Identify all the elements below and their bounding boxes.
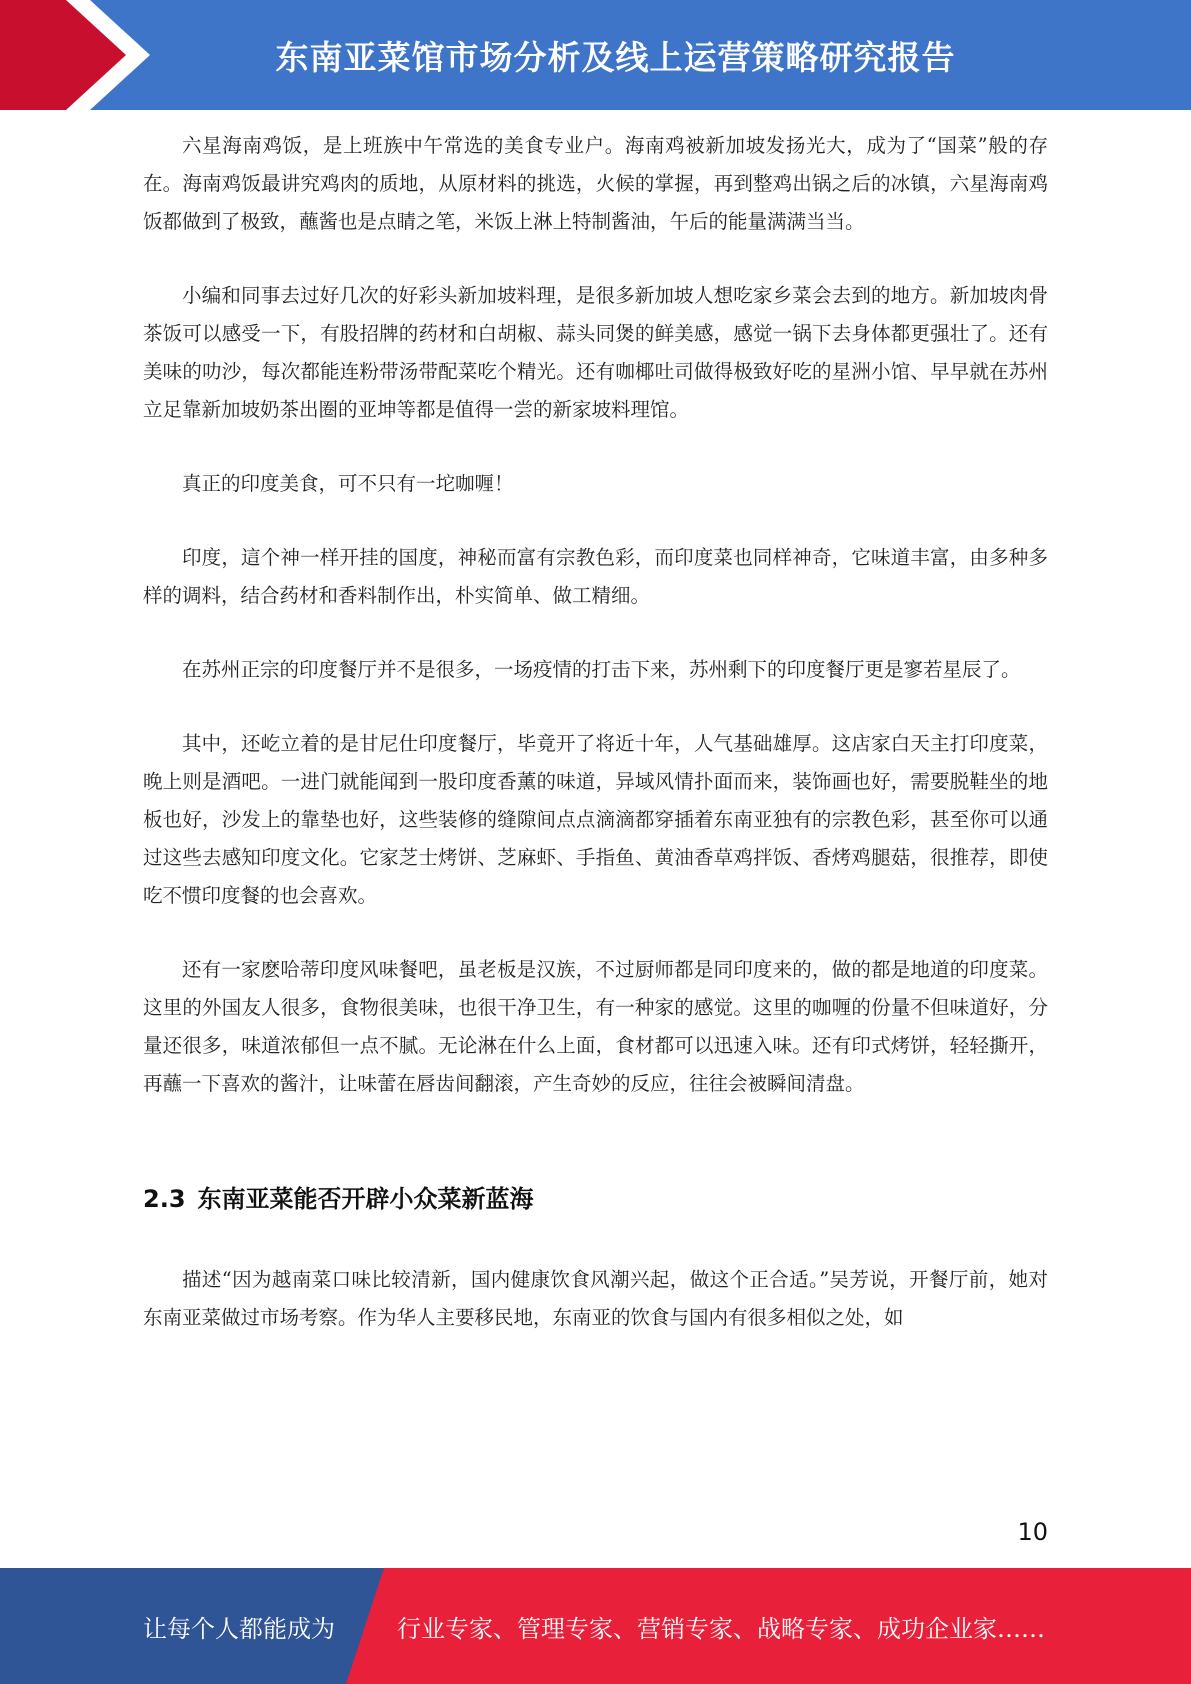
paragraph: 在苏州正宗的印度餐厅并不是很多，一场疫情的打击下来，苏州剩下的印度餐厅更是寥若星辰了。 — [182, 658, 1021, 681]
section-number: 2.3 — [143, 1185, 186, 1213]
footer-slogan-left: 让每个人都能成为 — [143, 1614, 335, 1643]
page-number: 10 — [1017, 1518, 1048, 1546]
footer-slogan-right: 行业专家、管理专家、营销专家、战略专家、成功企业家…… — [397, 1614, 1045, 1643]
paragraph: 印度，這个神一样开挂的国度，神秘而富有宗教色彩，而印度菜也同样神奇，它味道丰富，由多种多样的调料，结合药材和香料制作出，朴实简单、做工精细。 — [143, 546, 1048, 607]
paragraph: 小编和同事去过好几次的好彩头新加坡料理，是很多新加坡人想吃家乡菜会去到的地方。新加坡肉骨茶饭可以感受一下，有股招牌的药材和白胡椒、蒜头同煲的鲜美感，感觉一锅下去身体都更强壮了。还有美味的叻沙，每次都能连粉带汤带配菜吃个精光。还有咖椰吐司做得极致好吃的星洲小馆、早早就在苏州立足靠新加坡奶茶出圈的亚坤等都是值得一尝的新家坡料理馆。 — [143, 284, 1048, 421]
paragraph: 还有一家麽哈蒂印度风味餐吧，虽老板是汉族，不过厨师都是同印度来的，做的都是地道的印度菜。这里的外国友人很多，食物很美味，也很干净卫生，有一种家的感觉。这里的咖喱的份量不但味道好，分量还很多，味道浓郁但一点不腻。无论淋在什么上面，食材都可以迅速入味。还有印式烤饼，轻轻撕开，再蘸一下喜欢的酱汁，让味蕾在唇齿间翻滚，产生奇妙的反应，往往会被瞬间清盘。 — [143, 958, 1048, 1095]
document-body — [143, 127, 1048, 1373]
section-title: 东南亚菜能否开辟小众菜新蓝海 — [197, 1185, 534, 1213]
section-heading — [143, 1181, 1048, 1217]
document-title: 东南亚菜馆市场分析及线上运营策略研究报告 — [275, 37, 956, 77]
page-footer — [0, 1568, 1191, 1684]
paragraph: 真正的印度美食，可不只有一坨咖喱！ — [182, 472, 514, 495]
paragraph: 描述“因为越南菜口味比较清新，国内健康饮食风潮兴起，做这个正合适。”吴芳说，开餐厅前，她对东南亚菜做过市场考察。作为华人主要移民地，东南亚的饮食与国内有很多相似之处，如 — [143, 1268, 1048, 1329]
page-header — [0, 0, 1191, 110]
paragraph: 六星海南鸡饭，是上班族中午常选的美食专业户。海南鸡被新加坡发扬光大，成为了“国菜”般的存在。海南鸡饭最讲究鸡肉的质地，从原材料的挑选，火候的掌握，再到整鸡出锅之后的冰镇，六星海南鸡饭都做到了极致，蘸酱也是点睛之笔，米饭上淋上特制酱油，午后的能量满满当当。 — [143, 134, 1048, 233]
header-arrow-decoration — [0, 0, 160, 110]
paragraph: 其中，还屹立着的是甘尼仕印度餐厅，毕竟开了将近十年，人气基础雄厚。这店家白天主打印度菜，晚上则是酒吧。一进门就能闻到一股印度香薰的味道，异域风情扑面而来，装饰画也好，需要脱鞋坐的地板也好，沙发上的靠垫也好，这些装修的缝隙间点点滴滴都穿插着东南亚独有的宗教色彩，甚至你可以通过这些去感知印度文化。它家芝士烤饼、芝麻虾、手指鱼、黄油香草鸡拌饭、香烤鸡腿菇，很推荐，即使吃不惯印度餐的也会喜欢。 — [143, 732, 1048, 907]
